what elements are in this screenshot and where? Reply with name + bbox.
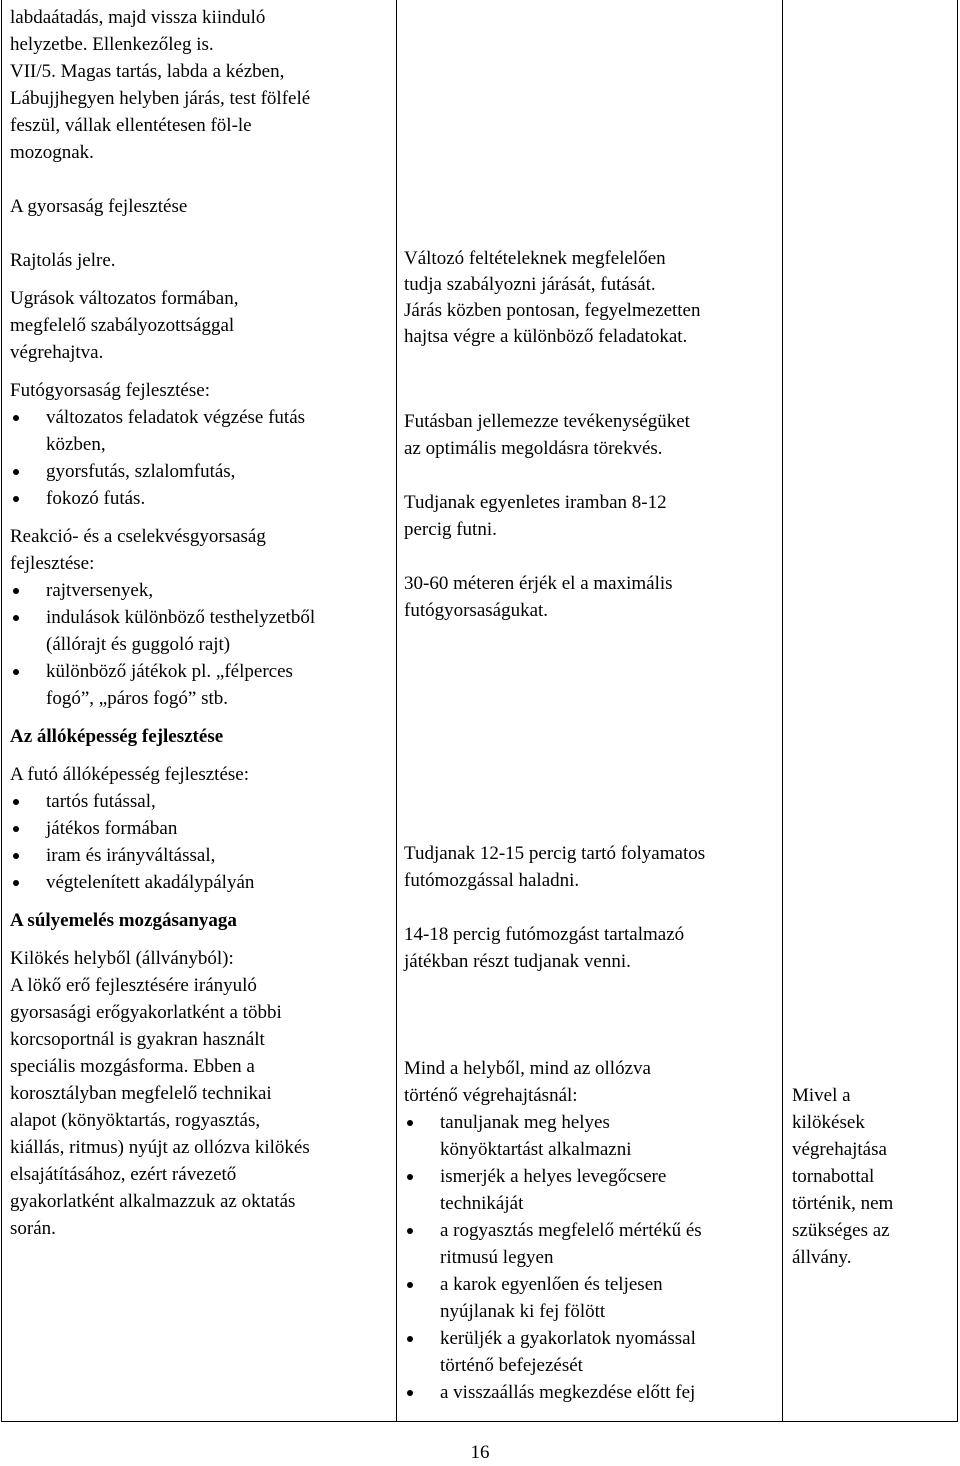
list-item: rajtversenyek,: [10, 577, 392, 604]
list-item: a visszaállás megkezdése előtt fej: [404, 1379, 780, 1406]
list-item: játékos formában: [10, 815, 392, 842]
table-divider-2: [782, 0, 783, 1422]
list-item: fokozó futás.: [10, 485, 392, 512]
page-number: 16: [470, 1442, 490, 1463]
table-border-bottom: [1, 1421, 958, 1422]
intro-text: labdaátadás, majd vissza kiinduló helyzetbe. Ellenkezőleg is. VII/5. Magas tartás, labda a kézben, Lábujjhegyen helyben járás, test fölfelé feszül, vállak ellentétesen föl-le mozognak.: [10, 7, 311, 163]
list-item: indulások különböző testhelyzetből (állórajt és guggoló rajt): [10, 604, 392, 658]
list-item: különböző játékok pl. „félperces fogó”, „páros fogó” stb.: [10, 658, 392, 712]
kilokes-text: Kilökés helyből (állványból): A lökő erő fejlesztésére irányuló gyorsasági erőgyakorlatként a többi korcsoportnál is gyakran használt speciális mozgásforma. Ebben a korosztályban megfelelő technikai alapot (könyöktartás, rogyasztás, kiállás, ritmus) nyújt az ollózva kilökés elsajátításához, ezért rávezető gyakorlatként alkalmazzuk az oktatás során.: [10, 948, 310, 1239]
meteren-text: 30-60 méteren érjék el a maximális futógyorsaságukat.: [404, 573, 673, 621]
futogyorsasag-heading: Futógyorsaság fejlesztése:: [10, 380, 210, 401]
futasban-text: Futásban jellemezze tevékenységüket az optimális megoldásra törekvés.: [404, 411, 690, 459]
list-item: kerüljék a gyakorlatok nyomással történő befejezését: [404, 1325, 780, 1379]
futo-allokepesseg-list: [10, 788, 392, 896]
ugrasok-text: Ugrások változatos formában, megfelelő szabályozottsággal végrehajtva.: [10, 288, 239, 363]
sulyemeles-heading: A súlyemelés mozgásanyaga: [10, 910, 237, 931]
list-item: tanuljanak meg helyes könyöktartást alkalmazni: [404, 1109, 780, 1163]
tudjanak-12-15-text: Tudjanak 12-15 percig tartó folyamatos futómozgással haladni.: [404, 843, 706, 891]
table-border-left: [1, 0, 2, 1422]
valtozo-text: Változó feltételeknek megfelelően tudja szabályozni járását, futását. Járás közben pontosan, fegyelmezetten hajtsa végre a különböző feladatokat.: [404, 248, 701, 347]
list-item: változatos feladatok végzése futás közben,: [10, 404, 392, 458]
list-item: tartós futással,: [10, 788, 392, 815]
list-item: gyorsfutás, szlalomfutás,: [10, 458, 392, 485]
rajtolas-text: Rajtolás jelre.: [10, 250, 116, 271]
percig-14-18-text: 14-18 percig futómozgást tartalmazó játékban részt tudjanak venni.: [404, 924, 685, 972]
list-item: ismerjék a helyes levegőcsere technikáját: [404, 1163, 780, 1217]
list-item: a rogyasztás megfelelő mértékű és ritmusú legyen: [404, 1217, 780, 1271]
speed-heading: A gyorsaság fejlesztése: [10, 196, 188, 217]
allokepesseg-heading: Az állóképesség fejlesztése: [10, 726, 224, 747]
table-divider-1: [396, 0, 397, 1422]
reakcio-heading: Reakció- és a cselekvésgyorsaság fejlesztése:: [10, 526, 266, 574]
list-item: végtelenített akadálypályán: [10, 869, 392, 896]
mind-list: [404, 1109, 780, 1406]
futo-allokepesseg-heading: A futó állóképesség fejlesztése:: [10, 764, 250, 785]
table-border-right: [957, 0, 958, 1422]
reakcio-list: [10, 577, 392, 712]
tudjanak-8-12-text: Tudjanak egyenletes iramban 8-12 percig futni.: [404, 492, 667, 540]
mind-section: Mind a helyből, mind az ollózva történő végrehajtásnál: tanuljanak meg helyes könyöktartást alkalmazni ismerjék a helyes levegőcsere technikáját a rogyasztás megfelelő mértékű és ritmusú legyen a karok egyenlően és teljesen nyújlanak ki fej fölött kerüljék a gyakorlatok nyomással történő befejezését a visszaállás megkezdése előtt fej: [404, 1055, 780, 1406]
list-item: iram és irányváltással,: [10, 842, 392, 869]
mivel-note: Mivel a kilökések végrehajtása tornabottal történik, nem szükséges az állvány.: [792, 1085, 894, 1268]
list-item: a karok egyenlően és teljesen nyújlanak ki fej fölött: [404, 1271, 780, 1325]
column-content: [10, 4, 392, 1242]
futogyorsasag-list: [10, 404, 392, 512]
